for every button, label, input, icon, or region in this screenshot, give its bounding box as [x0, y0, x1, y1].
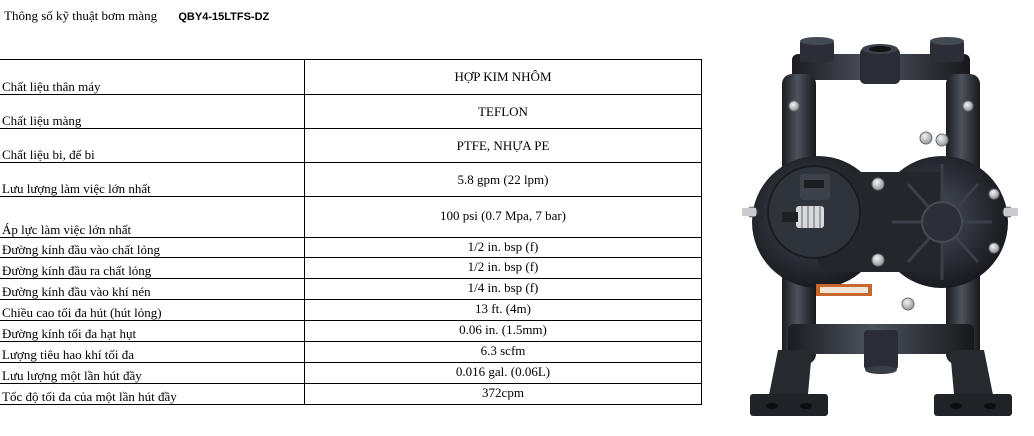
spec-value: 1/2 in. bsp (f) — [305, 238, 702, 258]
spec-label: Đường kính đầu ra chất lỏng — [0, 258, 305, 279]
spec-value: 100 psi (0.7 Mpa, 7 bar) — [305, 197, 702, 238]
spec-value: 5.8 gpm (22 lpm) — [305, 163, 702, 197]
table-row — [0, 95, 702, 129]
spec-label: Đường kính đầu vào khí nén — [0, 279, 305, 300]
spec-label: Chất liệu màng — [0, 95, 305, 129]
spec-label: Áp lực làm việc lớn nhất — [0, 197, 305, 238]
spec-label: Lưu lượng làm việc lớn nhất — [0, 163, 305, 197]
spec-value: PTFE, NHỰA PE — [305, 129, 702, 163]
spec-value: 1/4 in. bsp (f) — [305, 279, 702, 300]
table-row — [0, 384, 702, 405]
spec-label: Lưu lượng một lần hút đầy — [0, 363, 305, 384]
spec-table — [0, 59, 702, 405]
spec-value: 6.3 scfm — [305, 342, 702, 363]
table-row — [0, 238, 702, 258]
spec-label: Đường kính đầu vào chất lỏng — [0, 238, 305, 258]
table-row — [0, 300, 702, 321]
spec-heading — [4, 8, 269, 24]
spec-value: 13 ft. (4m) — [305, 300, 702, 321]
diaphragm-pump-illustration — [742, 34, 1018, 428]
spec-label: Chất liệu bi, đế bi — [0, 129, 305, 163]
model-code: QBY4-15LTFS-DZ — [178, 11, 270, 23]
table-row — [0, 60, 702, 95]
table-row — [0, 342, 702, 363]
table-row — [0, 258, 702, 279]
table-row — [0, 197, 702, 238]
table-row — [0, 163, 702, 197]
spec-label: Tốc độ tối đa của một lần hút đầy — [0, 384, 305, 405]
spec-value: 372cpm — [305, 384, 702, 405]
table-row — [0, 321, 702, 342]
spec-value: 0.016 gal. (0.06L) — [305, 363, 702, 384]
spec-value: 0.06 in. (1.5mm) — [305, 321, 702, 342]
table-row — [0, 279, 702, 300]
spec-value: HỢP KIM NHÔM — [305, 60, 702, 95]
spec-label: Đường kính tối đa hạt hụt — [0, 321, 305, 342]
spec-label: Lượng tiêu hao khí tối đa — [0, 342, 305, 363]
spec-label: Chiều cao tối đa hút (hút lỏng) — [0, 300, 305, 321]
table-row — [0, 129, 702, 163]
pump-image — [742, 34, 1018, 428]
spec-label: Chất liệu thân máy — [0, 60, 305, 95]
table-row — [0, 363, 702, 384]
spec-value: 1/2 in. bsp (f) — [305, 258, 702, 279]
page-title: Thông số kỹ thuật bơm màng — [4, 8, 158, 23]
spec-value: TEFLON — [305, 95, 702, 129]
